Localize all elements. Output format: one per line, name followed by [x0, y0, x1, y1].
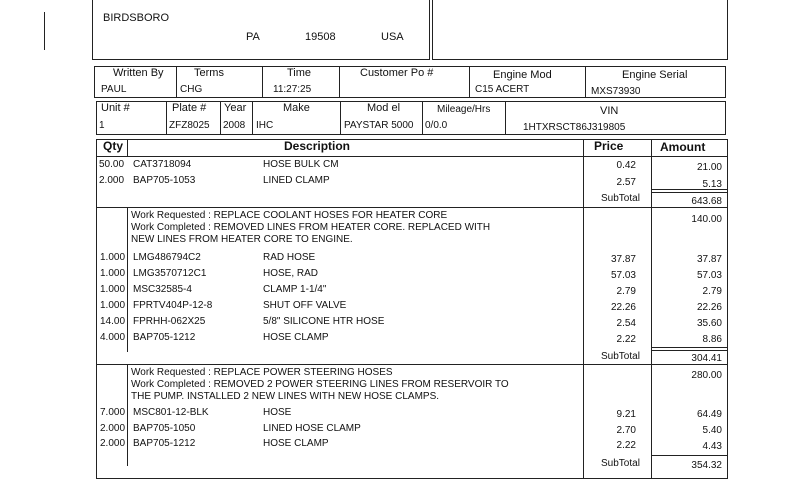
s1-subtotal-label: SubTotal: [601, 193, 640, 204]
address-city: BIRDSBORO: [103, 12, 170, 24]
amount-header: Amount: [660, 140, 706, 154]
address-side-box: [432, 0, 728, 60]
s2-row1-amount: 37.87: [696, 254, 722, 265]
s2-row3-qty: 1.000: [100, 284, 126, 295]
price-header: Price: [594, 139, 624, 153]
unit-value: 1: [99, 120, 105, 131]
plate-value: ZFZ8025: [169, 120, 210, 131]
divider: [262, 66, 263, 98]
s1-row2-qty: 2.000: [99, 175, 125, 186]
year-value: 2008: [223, 120, 246, 131]
s2-row1-qty: 1.000: [100, 252, 126, 263]
s2-row2-amount: 57.03: [696, 270, 722, 281]
s3-row3-desc: HOSE CLAMP: [263, 438, 329, 449]
s2-row5-desc: 5/8" SILICONE HTR HOSE: [263, 316, 385, 327]
s1-row2-price: 2.57: [616, 177, 636, 188]
section2-divider: [96, 364, 728, 365]
divider: [651, 350, 728, 351]
section1-divider: [96, 207, 728, 208]
s2-row5-part: FPRHH-062X25: [133, 316, 206, 327]
s2-row6-part: BAP705-1212: [133, 332, 196, 343]
divider: [422, 101, 423, 135]
divider: [339, 66, 340, 98]
s2-labor-amount: 140.00: [691, 214, 722, 225]
mileage-value: 0/0.0: [425, 120, 448, 131]
s2-row6-qty: 4.000: [100, 332, 126, 343]
terms-value: CHG: [180, 84, 203, 95]
time-label: Time: [287, 67, 312, 79]
time-value: 11:27:25: [273, 84, 312, 95]
divider: [651, 192, 728, 193]
customer-po-label: Customer Po #: [360, 67, 434, 79]
s2-row6-amount: 8.86: [702, 334, 722, 345]
terms-label: Terms: [194, 67, 224, 79]
make-label: Make: [283, 102, 310, 114]
s3-row2-amount: 5.40: [702, 425, 722, 436]
s1-row1-price: 0.42: [616, 160, 636, 171]
divider: [651, 455, 728, 456]
s1-row1-desc: HOSE BULK CM: [263, 159, 339, 170]
divider: [127, 207, 128, 352]
s3-row1-desc: HOSE: [263, 407, 292, 418]
s3-work-completed-2: THE PUMP. INSTALLED 2 NEW LINES WITH NEW HOSE CLAMPS.: [131, 391, 440, 402]
model-label: Mod el: [367, 102, 401, 114]
divider: [651, 347, 728, 348]
address-state: PA: [246, 31, 260, 43]
s3-row3-price: 2.22: [616, 440, 636, 451]
s3-work-completed: Work Completed : REMOVED 2 POWER STEERING LINES FROM RESERVOIR TO: [131, 379, 509, 390]
divider: [585, 66, 586, 98]
s2-work-requested: Work Requested : REPLACE COOLANT HOSES FOR HEATER CORE: [131, 210, 448, 221]
unit-label: Unit #: [101, 102, 130, 114]
s3-row1-price: 9.21: [616, 409, 636, 420]
s3-row2-desc: LINED HOSE CLAMP: [263, 423, 361, 434]
divider: [127, 364, 128, 466]
plate-label: Plate #: [172, 102, 207, 114]
s3-subtotal-value: 354.32: [691, 460, 722, 471]
s3-row3-amount: 4.43: [702, 441, 722, 452]
s2-work-completed: Work Completed : REMOVED LINES FROM HEATER CORE. REPLACED WITH: [131, 222, 491, 233]
divider: [505, 101, 506, 135]
s2-row4-qty: 1.000: [100, 300, 126, 311]
model-value: PAYSTAR 5000: [344, 120, 414, 131]
s1-row1-part: CAT3718094: [133, 159, 192, 170]
engine-serial-value: MXS73930: [591, 86, 641, 97]
s3-row1-qty: 7.000: [100, 407, 126, 418]
s3-row2-qty: 2.000: [100, 423, 126, 434]
address-country: USA: [381, 31, 404, 43]
s3-row1-part: MSC801-12-BLK: [133, 407, 209, 418]
s2-row1-part: LMG486794C2: [133, 252, 201, 263]
address-box: [92, 0, 430, 60]
s2-row4-part: FPRTV404P-12-8: [133, 300, 213, 311]
divider: [166, 101, 167, 135]
s2-row4-price: 22.26: [610, 302, 636, 313]
written-by-value: PAUL: [101, 84, 127, 95]
s2-row1-price: 37.87: [610, 254, 636, 265]
s2-row5-qty: 14.00: [100, 316, 126, 327]
divider: [252, 101, 253, 135]
s2-row2-price: 57.03: [610, 270, 636, 281]
s3-row2-part: BAP705-1050: [133, 423, 196, 434]
divider: [469, 66, 470, 98]
s2-row2-part: LMG3570712C1: [133, 268, 207, 279]
qty-column-divider: [127, 139, 128, 156]
s2-subtotal-label: SubTotal: [601, 351, 640, 362]
s2-row2-qty: 1.000: [100, 268, 126, 279]
s2-row3-desc: CLAMP 1-1/4": [263, 284, 327, 295]
s1-row1-qty: 50.00: [99, 159, 125, 170]
qty-header: Qty: [103, 139, 124, 153]
written-by-label: Written By: [113, 67, 164, 79]
s3-labor-amount: 280.00: [691, 370, 722, 381]
s3-row2-price: 2.70: [616, 425, 636, 436]
price-column-divider: [583, 139, 584, 479]
s3-row1-amount: 64.49: [696, 409, 722, 420]
s2-row5-amount: 35.60: [696, 318, 722, 329]
s2-row3-part: MSC32585-4: [133, 284, 192, 295]
s1-row1-amount: 21.00: [696, 162, 722, 173]
s2-row2-desc: HOSE, RAD: [263, 268, 319, 279]
margin-mark: [44, 12, 45, 50]
divider: [340, 101, 341, 135]
divider: [176, 66, 177, 98]
engine-model-value: C15 ACERT: [475, 84, 530, 95]
s2-row6-price: 2.22: [616, 334, 636, 345]
make-value: IHC: [256, 120, 274, 131]
s2-row4-desc: SHUT OFF VALVE: [263, 300, 347, 311]
engine-serial-label: Engine Serial: [622, 69, 688, 81]
address-zip: 19508: [305, 31, 336, 43]
s2-row1-desc: RAD HOSE: [263, 252, 316, 263]
s2-row4-amount: 22.26: [696, 302, 722, 313]
s2-work-completed-2: NEW LINES FROM HEATER CORE TO ENGINE.: [131, 234, 353, 245]
s1-row2-amount: 5.13: [702, 179, 722, 190]
s2-row3-amount: 2.79: [702, 286, 722, 297]
s1-row2-desc: LINED CLAMP: [263, 175, 330, 186]
s2-row3-price: 2.79: [616, 286, 636, 297]
divider: [220, 101, 221, 135]
vin-value: 1HTXRSCT86J319805: [523, 122, 626, 133]
vin-label: VIN: [600, 105, 619, 117]
s2-subtotal-value: 304.41: [691, 353, 722, 364]
s3-work-requested: Work Requested : REPLACE POWER STEERING HOSES: [131, 367, 393, 378]
amount-column-divider: [651, 139, 652, 479]
s2-row5-price: 2.54: [616, 318, 636, 329]
divider: [651, 189, 728, 190]
s1-subtotal-value: 643.68: [691, 196, 722, 207]
description-header: Description: [284, 139, 351, 153]
s3-row3-qty: 2.000: [100, 438, 126, 449]
engine-model-label: Engine Mod: [493, 69, 552, 81]
year-label: Year: [224, 102, 247, 114]
mileage-label: Mileage/Hrs: [437, 104, 491, 115]
s3-subtotal-label: SubTotal: [601, 458, 640, 469]
table-header-divider: [96, 156, 728, 157]
s1-row2-part: BAP705-1053: [133, 175, 196, 186]
s2-row6-desc: HOSE CLAMP: [263, 332, 329, 343]
s3-row3-part: BAP705-1212: [133, 438, 196, 449]
